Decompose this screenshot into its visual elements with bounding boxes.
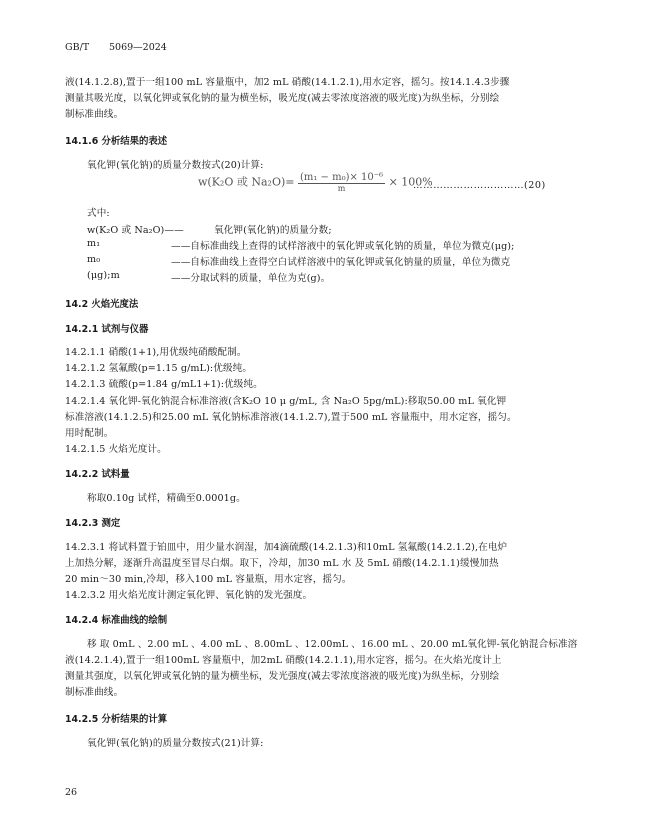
formula-lhs: w(K₂O 或 Na₂O)= bbox=[198, 175, 295, 189]
var-m1-symbol: m₁ bbox=[87, 238, 101, 249]
section-heading-14-2-3: 14.2.3 测定 bbox=[65, 518, 121, 529]
item-14-2-1-3: 14.2.1.3 硫酸(p=1.84 g/mL1+1):优级纯。 bbox=[65, 379, 263, 390]
standard-number: 5069—2024 bbox=[109, 42, 167, 53]
item-14-2-1-5: 14.2.1.5 火焰光度计。 bbox=[65, 444, 167, 455]
page-number: 26 bbox=[65, 787, 78, 798]
item-14-2-1-2: 14.2.1.2 氢氟酸(p=1.15 g/mL):优级纯。 bbox=[65, 363, 253, 374]
sample-amount-text: 称取0.10g 试样，精确至0.0001g。 bbox=[87, 493, 246, 504]
text-line: 液(14.1.2.8),置于一组100 mL 容量瓶中，加2 mL 硝酸(14.1.2.1),用水定容，摇匀。按14.1.4.3步骤 bbox=[65, 77, 510, 88]
text-line: 测量其强度，以氧化钾或氧化钠的量为横坐标，发光强度(减去零浓度溶液的吸光度)为纵坐标，分别绘 bbox=[65, 671, 500, 682]
formula-intro: 氧化钾(氧化钠)的质量分数按式(21)计算: bbox=[87, 738, 264, 749]
var-w-symbol: w(K₂O 或 Na₂O)—— bbox=[87, 225, 184, 236]
formula-intro: 氧化钾(氧化钠)的质量分数按式(20)计算: bbox=[87, 160, 264, 171]
item-14-2-3-1-cont: 上加热分解，逐渐升高温度至冒尽白烟。取下，冷却，加30 mL 水 及 5mL 硝酸(14.2.1.1)缓慢加热 bbox=[65, 558, 499, 569]
item-14-2-3-1-cont: 20 min～30 min,冷却，移入100 mL 容量瓶，用水定容，摇匀。 bbox=[65, 574, 352, 585]
formula-fraction bbox=[298, 172, 385, 193]
formula-denominator: m bbox=[337, 184, 346, 193]
var-m-desc: ——分取试料的质量，单位为克(g)。 bbox=[171, 273, 331, 284]
item-14-2-1-1: 14.2.1.1 硝酸(1+1),用优级纯硝酸配制。 bbox=[65, 347, 247, 358]
var-m-symbol: (μg);m bbox=[87, 270, 120, 281]
item-14-2-1-4: 14.2.1.4 氧化钾-氧化钠混合标准溶液(含K₂O 10 μ g/mL, 含 Na₂O 5pg/mL):移取50.00 mL 氧化钾 bbox=[65, 396, 507, 407]
section-heading-14-2-1: 14.2.1 试剂与仪器 bbox=[65, 324, 149, 335]
where-intro: 式中: bbox=[87, 208, 110, 219]
text-line: 移 取 0mL 、2.00 mL 、4.00 mL 、8.00mL 、12.00mL 、16.00 mL 、20.00 mL氧化钾-氧化钠混合标准溶 bbox=[87, 639, 578, 650]
text-line: 制标准曲线。 bbox=[65, 109, 124, 120]
section-heading-14-1-6: 14.1.6 分析结果的表述 bbox=[65, 136, 168, 147]
var-m1-desc: ——自标准曲线上查得的试样溶液中的氧化钾或氧化钠的质量，单位为微克(μg); bbox=[171, 241, 515, 252]
formula-tail: × 100% bbox=[388, 175, 433, 189]
var-m0-desc: ——自标准曲线上查得空白试样溶液中的氧化钾或氧化钠量的质量，单位为微克 bbox=[171, 257, 511, 268]
var-m0-symbol: m₀ bbox=[87, 254, 101, 265]
text-line: 制标准曲线。 bbox=[65, 687, 124, 698]
section-heading-14-2: 14.2 火焰光度法 bbox=[65, 299, 139, 310]
text-line: 测量其吸光度，以氧化钾或氧化钠的量为横坐标，吸光度(减去零浓度溶液的吸光度)为纵坐标，分别绘 bbox=[65, 93, 500, 104]
standard-code: GB/T bbox=[65, 42, 90, 53]
formula-leader: ……………………………(20) bbox=[413, 180, 546, 191]
item-14-2-1-4-cont: 用时配制。 bbox=[65, 428, 114, 439]
item-14-2-1-4-cont: 标准溶液(14.1.2.5)和25.00 mL 氧化钠标准溶液(14.1.2.7),置于500 mL 容量瓶中，用水定容，摇匀。 bbox=[65, 412, 517, 423]
text-line: 液(14.2.1.4),置于一组100mL 容量瓶中，加2mL 硝酸(14.2.1.1),用水定容，摇匀。在火焰光度计上 bbox=[65, 655, 502, 666]
item-14-2-3-1: 14.2.3.1 将试料置于铂皿中，用少量水润湿，加4滴硫酸(14.2.1.3)和10mL 氢氟酸(14.2.1.2),在电炉 bbox=[65, 542, 508, 553]
section-heading-14-2-4: 14.2.4 标准曲线的绘制 bbox=[65, 615, 168, 626]
var-w-desc: 氧化钾(氧化钠)的质量分数; bbox=[214, 225, 332, 236]
section-heading-14-2-2: 14.2.2 试料量 bbox=[65, 469, 130, 480]
item-14-2-3-2: 14.2.3.2 用火焰光度计测定氧化钾、氧化钠的发光强度。 bbox=[65, 590, 313, 601]
section-heading-14-2-5: 14.2.5 分析结果的计算 bbox=[65, 714, 168, 725]
formula-numerator: (m₁ − m₀)× 10⁻⁶ bbox=[299, 172, 384, 183]
formula-20 bbox=[198, 172, 433, 193]
